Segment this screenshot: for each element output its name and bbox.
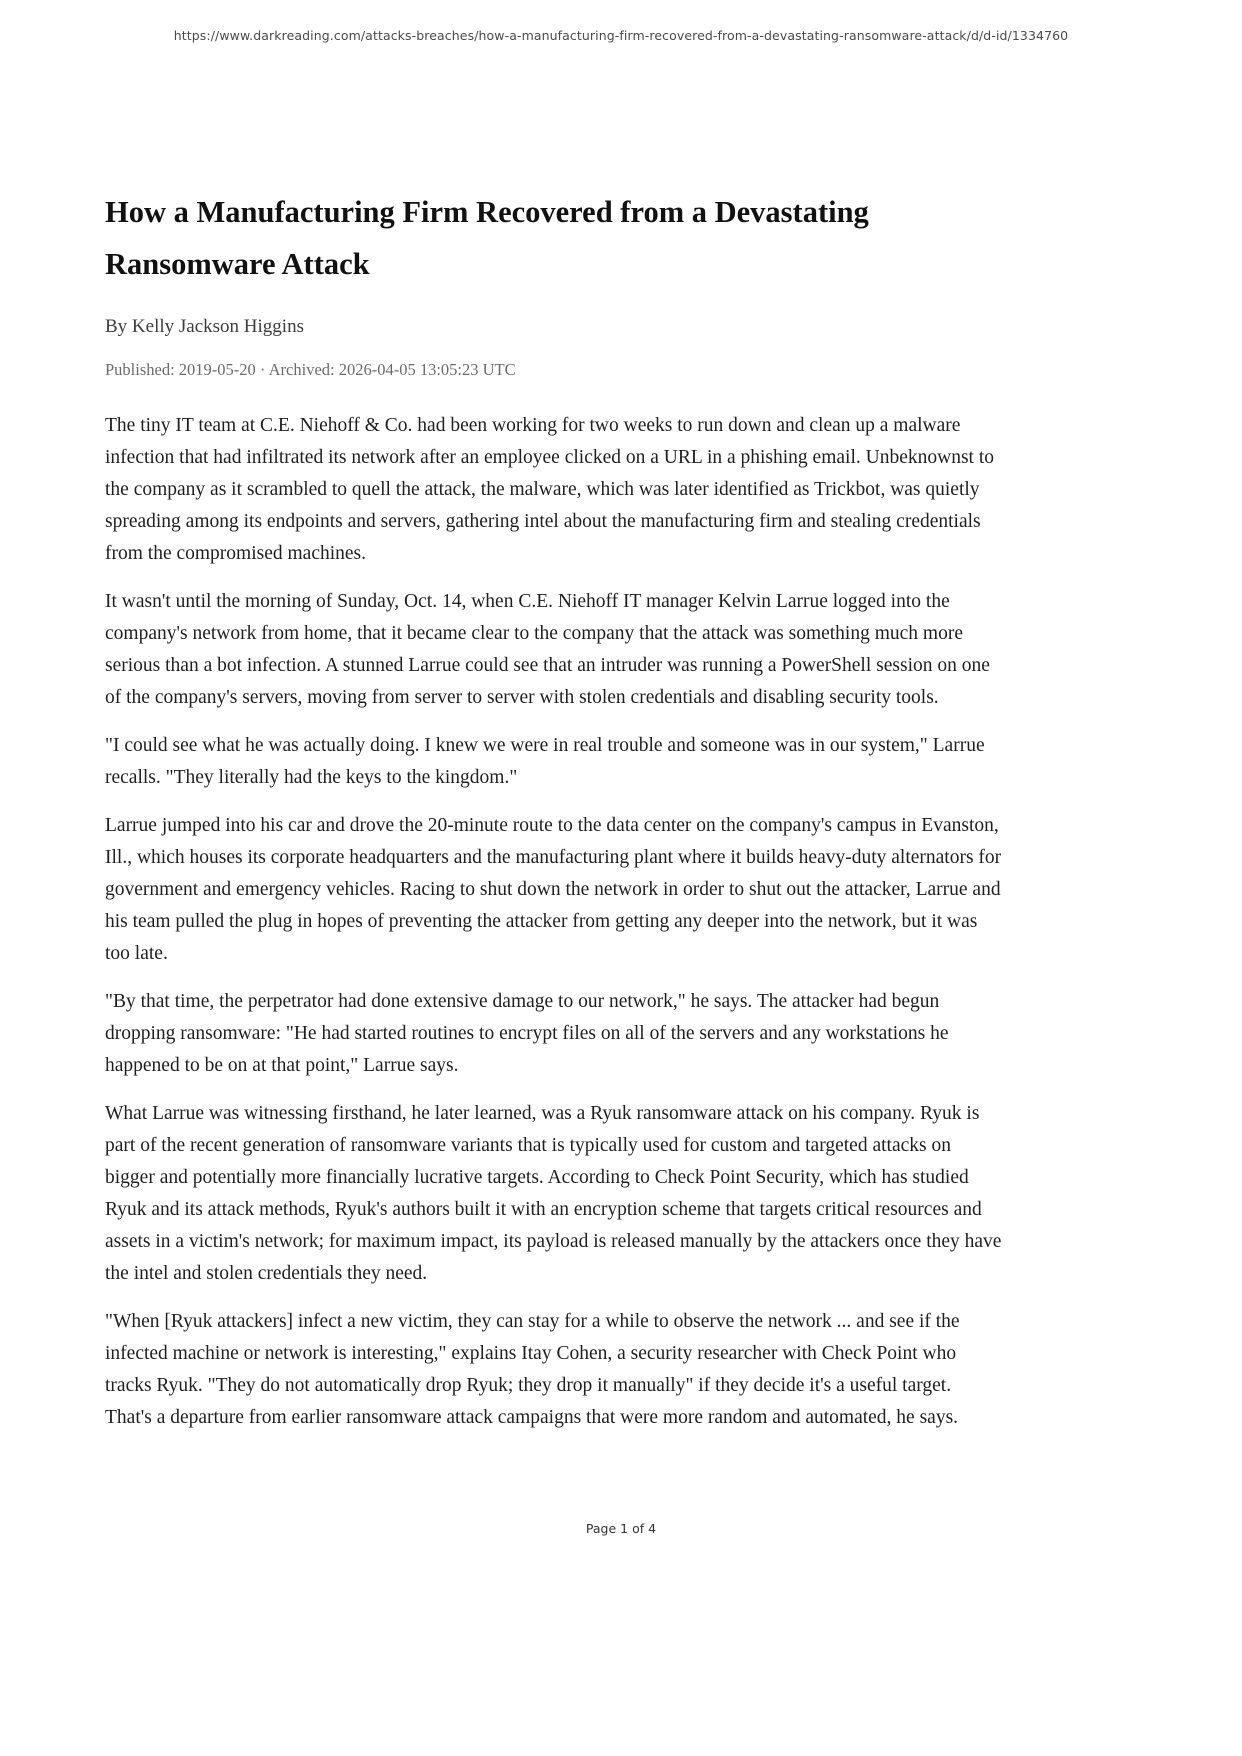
- article-paragraph: What Larrue was witnessing firsthand, he later learned, was a Ryuk ransomware attack on his company. Ryuk is part of the recent generation of ransomware variants that is typically used for custom and targeted attacks on bigger and potentially more financially lucrative targets. According to Check Point Security, which has studied Ryuk and its attack methods, Ryuk's authors built it with an encryption scheme that targets critical resources and assets in a victim's network; for maximum impact, its payload is released manually by the attackers once they have the intel and stolen credentials they need.: [105, 1103, 1002, 1284]
- article-title: How a Manufacturing Firm Recovered from a Devastating Ransomware Attack: [105, 195, 869, 281]
- article-body: [105, 410, 1002, 1434]
- article-paragraph: The tiny IT team at C.E. Niehoff & Co. had been working for two weeks to run down and clean up a malware infection that had infiltrated its network after an employee clicked on a URL in a phishing email. Unbeknownst to the company as it scrambled to quell the attack, the malware, which was later identified as Trickbot, was quietly spreading among its endpoints and servers, gathering intel about the manufacturing firm and stealing credentials from the compromised machines.: [105, 415, 994, 564]
- article-paragraph: "When [Ryuk attackers] infect a new victim, they can stay for a while to observe the network ... and see if the infected machine or network is interesting," explains Itay Cohen, a security researcher with Check Point who tracks Ryuk. "They do not automatically drop Ryuk; they drop it manually" if they decide it's a useful target. That's a departure from earlier ransomware attack campaigns that were more random and automated, he says.: [105, 1311, 960, 1428]
- source-url: https://www.darkreading.com/attacks-breaches/how-a-manufacturing-firm-recovered-from-a-devastating-ransomware-attack/d/d-id/1334760: [173, 28, 1069, 43]
- article-meta: Published: 2019-05-20 · Archived: 2026-04-05 13:05:23 UTC: [105, 360, 516, 379]
- article-paragraph: "I could see what he was actually doing. I knew we were in real trouble and someone was in our system," Larrue recalls. "They literally had the keys to the kingdom.": [105, 735, 985, 788]
- page-number-indicator: Page 1 of 4: [585, 1521, 657, 1536]
- article-byline: By Kelly Jackson Higgins: [105, 316, 304, 337]
- article-paragraph: "By that time, the perpetrator had done extensive damage to our network," he says. The attacker had begun dropping ransomware: "He had started routines to encrypt files on all of the servers and any workstations he happened to be on at that point," Larrue says.: [105, 991, 949, 1076]
- article-paragraph: It wasn't until the morning of Sunday, Oct. 14, when C.E. Niehoff IT manager Kelvin Larrue logged into the company's network from home, that it became clear to the company that the attack was something much more serious than a bot infection. A stunned Larrue could see that an intruder was running a PowerShell session on one of the company's servers, moving from server to server with stolen credentials and disabling security tools.: [105, 591, 990, 708]
- article-paragraph: Larrue jumped into his car and drove the 20-minute route to the data center on the company's campus in Evanston, Ill., which houses its corporate headquarters and the manufacturing plant where it builds heavy-duty alternators for government and emergency vehicles. Racing to shut down the network in order to shut out the attacker, Larrue and his team pulled the plug in hopes of preventing the attacker from getting any deeper into the network, but it was too late.: [105, 815, 1002, 964]
- article-content: [105, 186, 1002, 1450]
